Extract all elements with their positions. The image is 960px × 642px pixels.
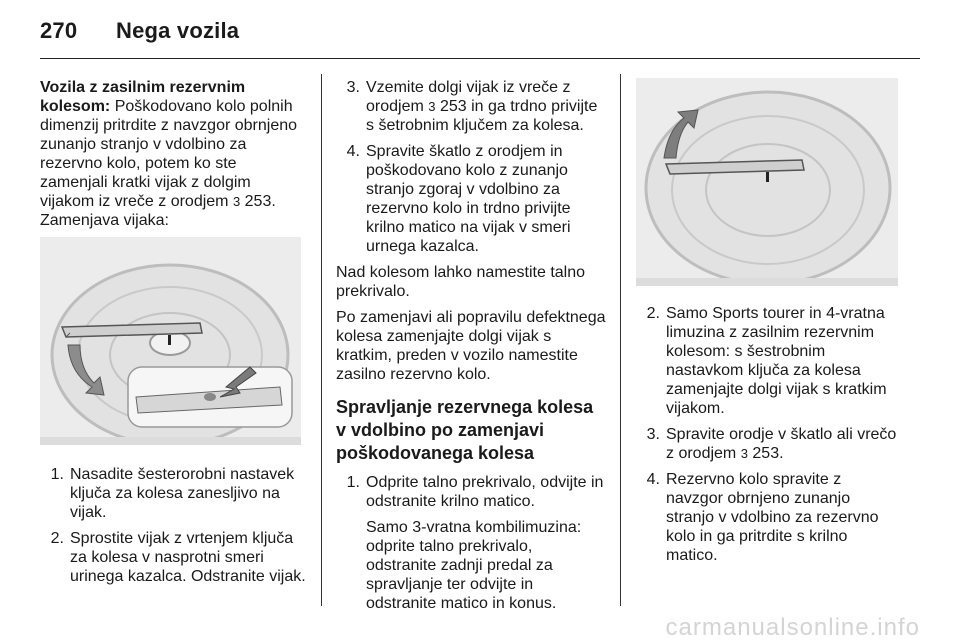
steps-list-col2 [336,78,606,256]
step-number: 3. [346,79,360,96]
step-note: Samo 3-vratna kombilimuzina: odprite talno prekrivalo, odstranite zadnji predal za spravljanje ter odvijte in odstranite matico in konus. [366,519,582,612]
paragraph: Po zamenjavi ali popravilu defektnega kolesa zamenjajte dolgi vijak s kratkim, preden v vozilo namestite zasilno rezervno kolo. [336,309,606,383]
step-number: 4. [646,471,660,488]
step-number: 2. [646,305,660,322]
list-item [336,473,606,613]
list-item [40,529,308,586]
list-item [336,142,606,256]
step-text [666,425,902,463]
wheel-wrench-illustration [40,237,301,445]
watermark: carmanualsonline.info [665,614,920,641]
step-text-part: 253. [752,445,784,462]
intro-paragraph [40,78,308,230]
header-rule [40,58,920,59]
illustration-spare-wheel-storage [636,78,898,286]
paragraph: Nad kolesom lahko namestite talno prekrivalo. [336,264,586,300]
column-2 [336,78,606,620]
section-heading: Vozila z zasilnim rezervnim kolesom: [40,79,246,115]
section-heading: Spravljanje rezervnega kolesa v vdolbino po zamenjavi poškodovanega kolesa [336,397,594,463]
step-text-main: Odprite talno prekrivalo, odvijte in odstranite krilno matico. [366,474,604,510]
step-number: 1. [346,474,360,491]
list-item [336,78,606,135]
list-item [636,425,902,463]
step-text: Sprostite vijak z vrtenjem ključa za kolesa v nasprotni smeri urinega kazalca. Odstranite vijak. [70,530,306,585]
ref-arrow-icon: 3 [232,194,241,209]
column-3 [636,78,902,572]
column-divider-2 [620,74,621,606]
spare-wheel-illustration [636,78,898,286]
step-text: Samo Sports tourer in 4-vratna limuzina z zasilnim rezervnim kolesom: s šestrobnim nastavkom ključa za kolesa zamenjajte dolgi vijak s kratkim vijakom. [666,305,887,417]
step-number: 2. [50,530,64,547]
page-header [40,18,239,44]
step-text: Spravite škatlo z orodjem in poškodovano kolo z zunanjo stranjo zgoraj v vdolbino za rezervno kolo in trdno privijte krilno matico na vijak v smeri urnega kazalca. [366,143,571,255]
steps-list-col1 [40,465,308,586]
step-number: 1. [50,466,64,483]
list-item [636,470,902,565]
step-text-part: Spravite orodje v škatlo ali vrečo z orodjem [666,426,897,462]
ref-arrow-icon: 3 [740,446,748,461]
intro-reference: 253. Zamenjava vijaka: [40,193,276,229]
step-text-part: Vzemite dolgi vijak iz vreče z orodjem [366,79,571,115]
page-title: Nega vozila [116,18,240,43]
page-number: 270 [40,18,78,43]
step-text-part: 253 in ga trdno privijte s šetrobnim ključem za kolesa. [366,98,598,134]
step-text [366,78,606,135]
list-item [40,465,308,522]
step-text: Rezervno kolo spravite z navzgor obrnjeno zunanjo stranjo v vdolbino za rezervno kolo in ga pritrdite s krilno matico. [666,471,879,564]
step-number: 4. [346,143,360,160]
illustration-bolt-exchange [40,237,301,445]
step-text [366,473,606,613]
column-1 [40,78,308,593]
steps-list-col3 [636,304,902,565]
column-divider-1 [321,74,322,606]
step-text: Nasadite šesterorobni nastavek ključa za kolesa zanesljivo na vijak. [70,466,295,521]
step-number: 3. [646,426,660,443]
intro-text: Poškodovano kolo polnih dimenzij pritrdite z navzgor obrnjeno zunanjo stranjo v vdolbino za rezervno kolo, potem ko ste zamenjali kratki vijak z dolgim vijakom iz vreče z orodjem [40,98,298,210]
ref-arrow-icon: 3 [428,99,436,114]
list-item [636,304,902,418]
